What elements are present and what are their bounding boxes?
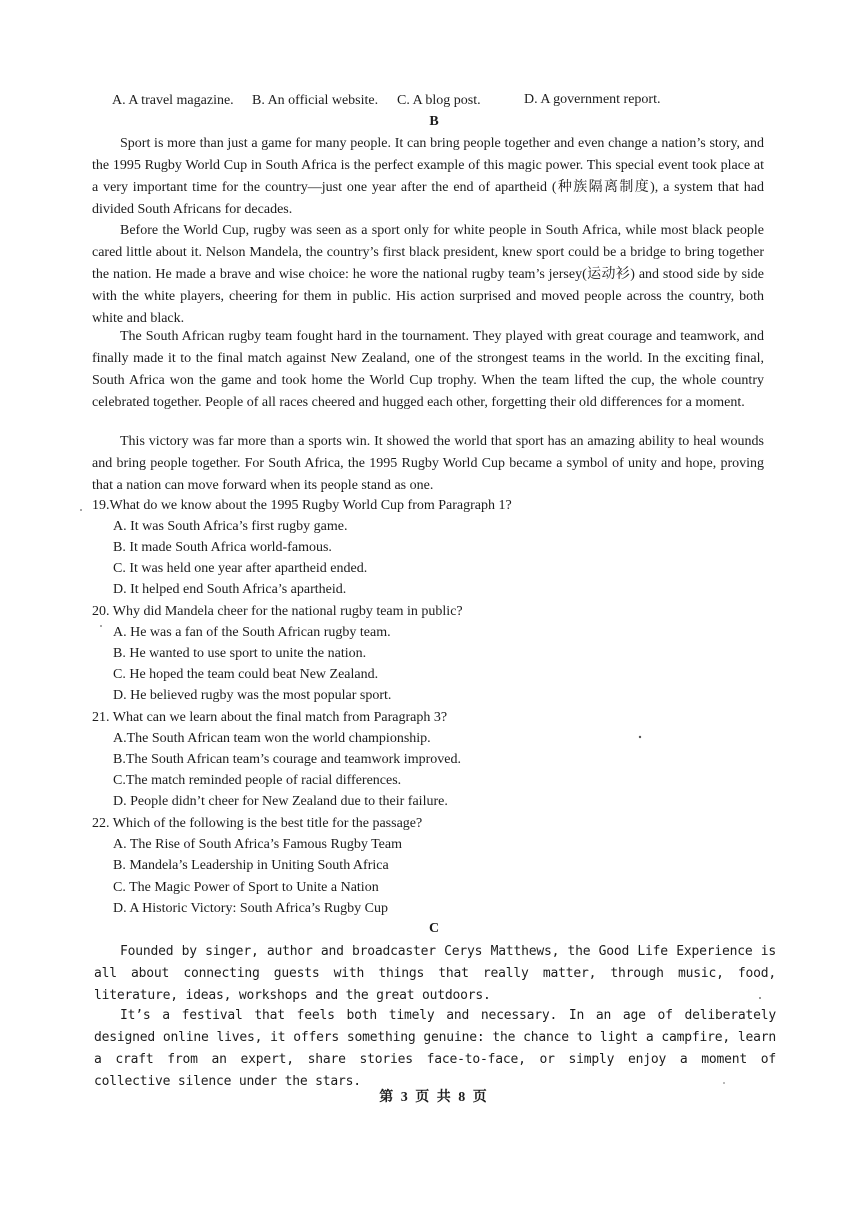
question-19-option-b: B. It made South Africa world-famous.: [113, 540, 332, 555]
question-22-option-b: B. Mandela’s Leadership in Uniting South Africa: [113, 858, 389, 873]
section-c-paragraph-1: Founded by singer, author and broadcaster Cerys Matthews, the Good Life Experience is all about connecting guests with things that really matter, through music, food, literature, ideas, workshops and the great outdoors.: [94, 944, 776, 1003]
question-21-option-c: C.The match reminded people of racial differences.: [113, 773, 402, 788]
section-b-paragraph-4: This victory was far more than a sports win. It showed the world that sport has an amazing ability to heal wounds and bring people together. For South Africa, the 1995 Rugby World Cup became a symbol of unity and hope, proving that a nation can move forward when its people stand as one.: [92, 434, 764, 493]
question-20-option-a: A. He was a fan of the South African rugby team.: [113, 625, 391, 640]
question-21-option-a: A.The South African team won the world championship.: [113, 731, 431, 746]
question-19-option-d: D. It helped end South Africa’s apartheid.: [113, 582, 347, 597]
section-b-paragraph-2: Before the World Cup, rugby was seen as a sport only for white people in South Africa, while most black people cared little about it. Nelson Mandela, the country’s first black president, knew sport could be a bridge to bring together the nation. He made a brave and wise choice: he wore the national rugby team’s jersey(运动衫) and stood side by side with the white players, cheering for them in public. His action surprised and moved people across the country, both white and black.: [92, 223, 764, 326]
section-c-paragraph-2: It’s a festival that feels both timely and necessary. In an age of deliberately designed online lives, it offers something genuine: the chance to light a campfire, learn a craft from an expert, share stories face-to-face, or simply enjoy a moment of collective silence under the stars.: [94, 1008, 776, 1089]
section-b-paragraph-3: The South African rugby team fought hard in the tournament. They played with great courage and teamwork, and finally made it to the final match against New Zealand, one of the strongest teams in the world. In the exciting final, South Africa won the game and took home the World Cup trophy. When the team lifted the cup, the whole country celebrated together. People of all races cheered and hugged each other, forgetting their old differences for a moment.: [92, 329, 764, 410]
question-20-option-c: C. He hoped the team could beat New Zealand.: [113, 667, 379, 682]
section-b-paragraph-1: Sport is more than just a game for many people. It can bring people together and even change a nation’s story, and the 1995 Rugby World Cup in South Africa is the perfect example of this magic power. This special event took place at a very important time for the country—just one year after the end of apartheid (种族隔离制度), a system that had divided South Africans for decades.: [92, 136, 764, 217]
option-d: D. A government report.: [524, 92, 661, 107]
option-c: C. A blog post.: [397, 93, 481, 108]
question-20-option-d: D. He believed rugby was the most popular sport.: [113, 688, 392, 703]
section-c-heading: C: [428, 921, 440, 936]
question-22-option-d: D. A Historic Victory: South Africa’s Rugby Cup: [113, 901, 389, 916]
question-21-stem: 21. What can we learn about the final match from Paragraph 3?: [92, 710, 448, 725]
question-20-stem: 20. Why did Mandela cheer for the national rugby team in public?: [92, 604, 463, 619]
option-a: A. A travel magazine.: [112, 93, 234, 108]
question-20-option-b: B. He wanted to use sport to unite the nation.: [113, 646, 367, 661]
question-22-option-a: A. The Rise of South Africa’s Famous Rugby Team: [113, 837, 402, 852]
question-19-option-a: A. It was South Africa’s first rugby game.: [113, 519, 348, 534]
question-19-stem: 19.What do we know about the 1995 Rugby World Cup from Paragraph 1?: [92, 498, 512, 513]
question-21-option-d: D. People didn’t cheer for New Zealand due to their failure.: [113, 794, 448, 809]
question-22-stem: 22. Which of the following is the best title for the passage?: [92, 816, 423, 831]
question-19-option-c: C. It was held one year after apartheid ended.: [113, 561, 368, 576]
page-number: 第 3 页 共 8 页: [379, 1090, 489, 1105]
question-21-option-b: B.The South African team’s courage and teamwork improved.: [113, 752, 461, 767]
section-b-heading: B: [429, 114, 439, 129]
option-b: B. An official website.: [252, 93, 379, 108]
question-22-option-c: C. The Magic Power of Sport to Unite a Nation: [113, 880, 379, 895]
